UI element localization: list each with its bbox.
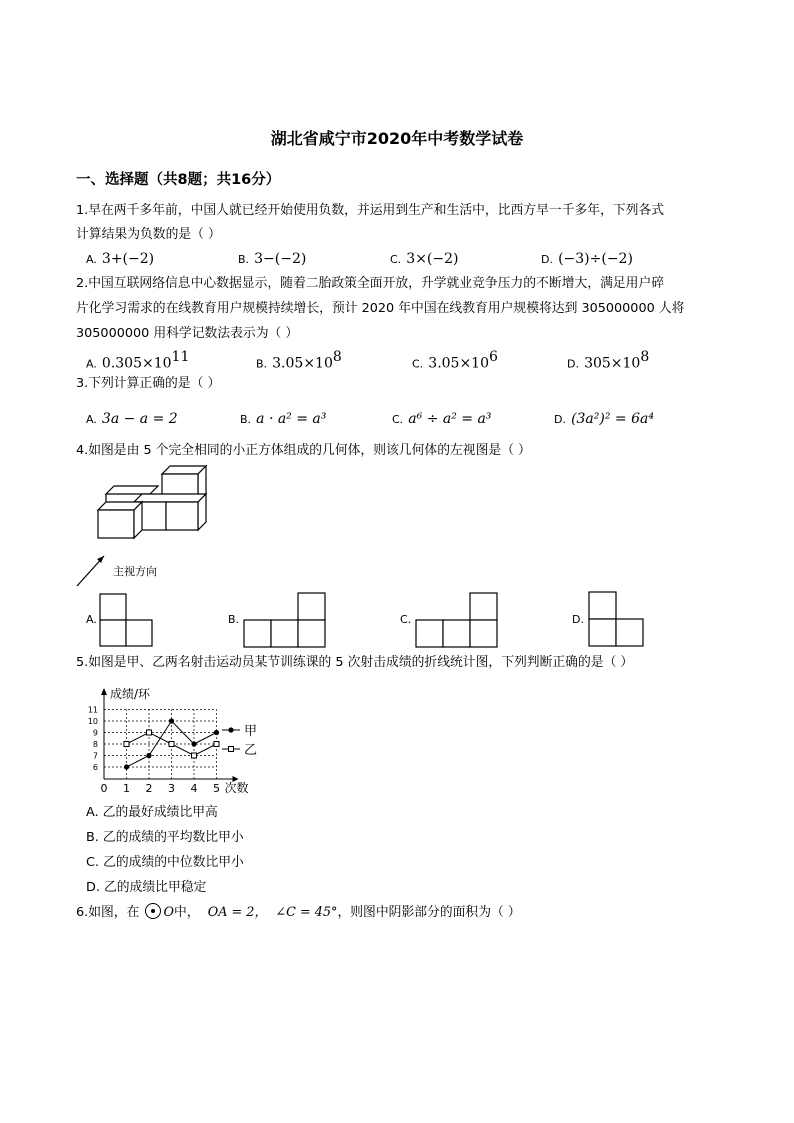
data-point-乙 [147,730,152,735]
option-label: D. [554,413,566,426]
x-tick-label: 4 [190,782,198,795]
option-label: A. [86,413,97,426]
option-exponent: 11 [171,349,190,365]
q5-option-c[interactable]: C. 乙的成绩的中位数比甲小 [86,855,244,870]
data-point-乙 [124,742,129,747]
y-tick-label: 11 [87,705,98,715]
y-tick-label: 8 [92,740,98,749]
option-label: C. [390,253,402,266]
q2-line2: 片化学习需求的在线教育用户规模持续增长，预计 2020 年中国在线教育用户规模将达到 305000000 人将 [76,301,685,316]
option-label: D. [541,253,553,266]
circle-dot-icon [145,903,161,919]
option-mantissa: 0.305×10 [101,355,172,372]
option-exponent: 6 [489,349,498,365]
data-point-乙 [192,753,197,758]
data-point-甲 [214,730,219,735]
q6-circle-name: O [163,905,174,920]
section-heading: 一、选择题（共8题；共16分） [76,172,281,188]
q6-mid: 中， [173,905,200,920]
option-label: B. [256,357,268,371]
q6-prefix: 6.如图，在 [76,905,140,920]
direction-label: 主视方向 [113,565,157,578]
option-label: A. [86,253,97,266]
option-label: C. [392,413,404,426]
option-label: C. [412,357,424,371]
y-tick-label: 6 [92,763,98,772]
q5-option-a[interactable]: A. 乙的最好成绩比甲高 [86,805,218,820]
option-expr: 3+(−2) [101,251,155,267]
q1-line1: 1.早在两千多年前，中国人就已经开始使用负数，并运用到生产和生活中，比西方早一千多年，下列各式 [76,203,665,218]
data-point-甲 [146,753,151,758]
option-expr: a · a² = a³ [256,411,327,427]
option-mantissa: 3.05×10 [272,355,333,372]
q4-option-b-label[interactable]: B. [228,613,240,626]
q1-line2: 计算结果为负数的是（ ） [76,227,221,242]
chart-legend [222,724,257,758]
chart-x-axis-label: 次数 [224,781,249,795]
option-mantissa: 3.05×10 [428,355,489,372]
q5-line1: 5.如图是甲、乙两名射击运动员某节训练课的 5 次射击成绩的折线统计图，下列判断正确的是（ ） [76,655,634,670]
x-tick-label: 0 [100,782,108,795]
option-expr: 3×(−2) [406,251,459,267]
y-tick-label: 9 [92,728,98,738]
x-tick-label: 5 [213,782,220,795]
option-mantissa: 305×10 [584,355,641,372]
q2-line3: 305000000 用科学记数法表示为（ ） [76,326,299,341]
option-expr: 3−(−2) [254,251,307,267]
x-tick-label: 1 [123,782,130,795]
q5-option-b[interactable]: B. 乙的成绩的平均数比甲小 [86,830,244,845]
q4-option-a-label[interactable]: A. [86,613,97,626]
page-title: 湖北省咸宁市2020年中考数学试卷 [270,129,524,148]
option-expr: (3a²)² = 6a⁴ [571,411,654,427]
legend-marker [228,727,233,732]
legend-label: 乙 [244,743,258,758]
option-expr: (−3)÷(−2) [558,251,633,267]
option-exponent: 8 [640,349,650,365]
option-expr: 3a − a = 2 [101,411,178,427]
q4-line1: 4.如图是由 5 个完全相同的小正方体组成的几何体，则该几何体的左视图是（ ） [76,443,531,458]
q4-option-d-label[interactable]: D. [572,613,584,626]
q3-line1: 3.下列计算正确的是（ ） [76,376,221,391]
x-tick-label: 2 [145,782,153,795]
y-axis-arrow-icon [101,688,107,695]
option-label: A. [86,357,97,371]
q5-option-d[interactable]: D. 乙的成绩比甲稳定 [86,880,207,895]
chart-y-axis-label: 成绩/环 [110,687,151,701]
chart-grid [104,710,217,780]
y-tick-label: 10 [87,717,98,726]
option-label: B. [238,253,250,266]
option-exponent: 8 [332,349,342,365]
data-point-乙 [169,742,174,747]
data-point-甲 [169,718,174,723]
option-label: D. [567,357,579,371]
q2-line1: 2.中国互联网络信息中心数据显示，随着二胎政策全面开放，升学就业竞争压力的不断增大，满足用户碎 [76,276,665,291]
q6-line1 [76,903,521,923]
option-expr: a⁶ ÷ a² = a³ [408,411,492,427]
q6-eq1: OA = 2， [207,905,268,920]
y-tick-label: 7 [92,751,98,761]
q4-option-c-label[interactable]: C. [400,613,412,626]
q6-suffix: ，则图中阴影部分的面积为（ ） [337,905,521,920]
data-point-甲 [124,764,129,769]
q6-eq2: ∠C = 45° [275,905,338,920]
x-tick-label: 3 [168,782,175,795]
data-point-乙 [214,742,219,747]
data-point-甲 [191,741,196,746]
legend-label: 甲 [244,724,258,739]
option-label: B. [240,413,252,426]
legend-marker [229,747,234,752]
